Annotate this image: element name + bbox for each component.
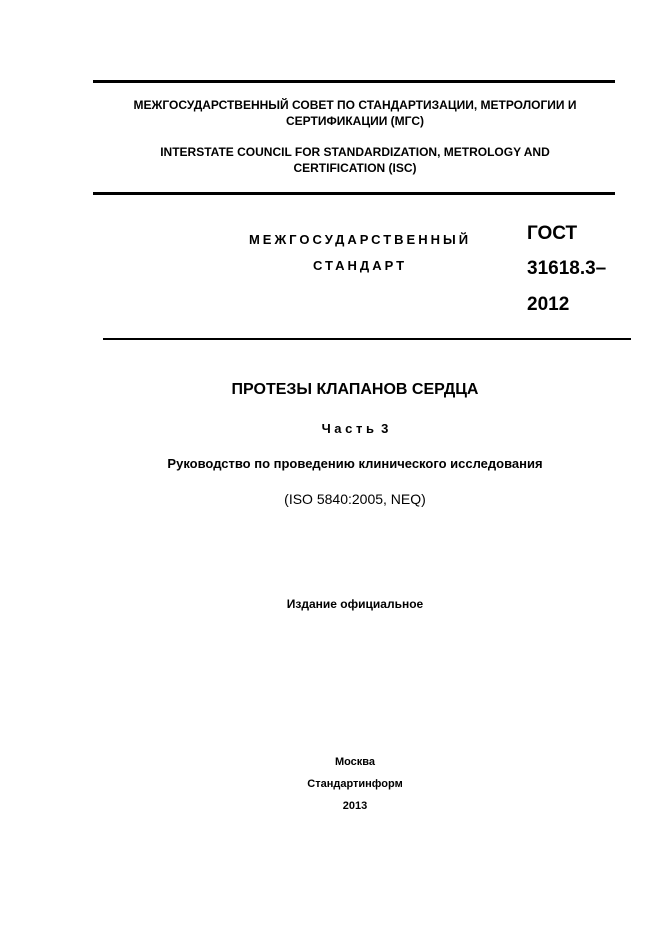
gost-code-line2: 31618.3–: [527, 258, 607, 279]
council-en-line1: INTERSTATE COUNCIL FOR STANDARDIZATION, METROLOGY AND: [160, 145, 550, 159]
imprint-year: 2013: [342, 800, 368, 812]
council-ru-line1: МЕЖГОСУДАРСТВЕННЫЙ СОВЕТ ПО СТАНДАРТИЗАЦИИ, МЕТРОЛОГИИ И: [133, 98, 577, 112]
iso-reference: (ISO 5840:2005, NEQ): [284, 491, 426, 507]
document-subtitle: Руководство по проведению клинического исследования: [167, 456, 543, 471]
middle-rule: [93, 192, 615, 195]
part-label: Ч а с т ь 3: [321, 421, 389, 436]
edition-label: Издание официальное: [286, 597, 424, 611]
council-ru-line2: СЕРТИФИКАЦИИ (МГС): [286, 114, 424, 128]
document-title: ПРОТЕЗЫ КЛАПАНОВ СЕРДЦА: [231, 381, 479, 398]
bottom-rule: [103, 338, 631, 340]
standard-type-line2: СТАНДАРТ: [312, 258, 408, 273]
council-en-line2: CERTIFICATION (ISC): [293, 161, 417, 175]
council-header-en: [80, 144, 630, 176]
council-header-ru: [80, 97, 630, 129]
gost-code-line3: 2012: [527, 294, 570, 315]
standard-type-line1: МЕЖГОСУДАРСТВЕННЫЙ: [248, 232, 472, 247]
top-rule: [93, 80, 615, 83]
imprint-publisher: Стандартинформ: [307, 778, 403, 790]
gost-code-line1: ГОСТ: [527, 223, 578, 244]
imprint-city: Москва: [334, 756, 376, 768]
